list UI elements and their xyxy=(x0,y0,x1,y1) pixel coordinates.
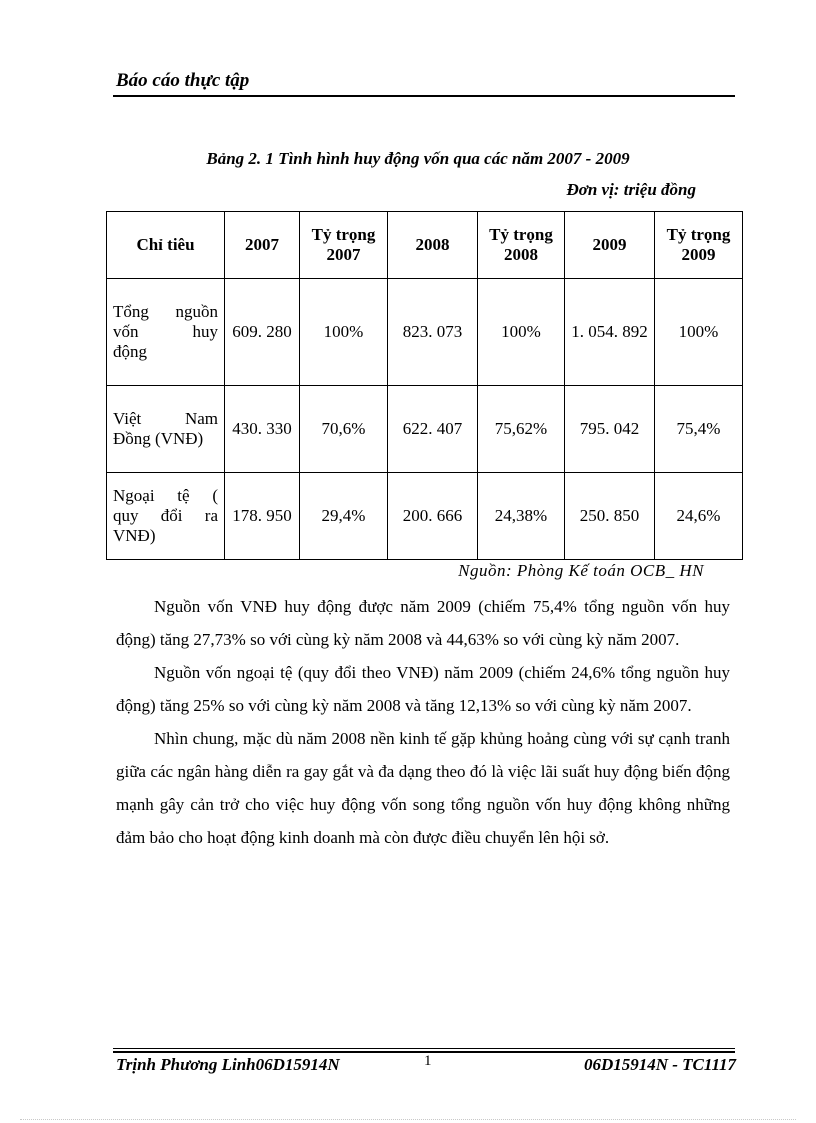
cell-value: 100% xyxy=(300,279,388,386)
header-cell-share-2007: Tỷ trọng 2007 xyxy=(300,212,388,279)
row-label-line: VNĐ) xyxy=(113,526,156,545)
cell-value: 1. 054. 892 xyxy=(565,279,655,386)
capital-mobilization-table xyxy=(106,211,743,560)
cell-value: 75,62% xyxy=(478,386,565,473)
cell-value: 200. 666 xyxy=(388,473,478,560)
cell-value: 430. 330 xyxy=(225,386,300,473)
header-cell-2008: 2008 xyxy=(388,212,478,279)
footer-rule xyxy=(113,1048,735,1049)
body-text xyxy=(116,590,730,854)
page-number: 1 xyxy=(424,1053,432,1069)
table-row-total xyxy=(107,279,743,386)
cell-value: 75,4% xyxy=(655,386,743,473)
cell-value: 24,38% xyxy=(478,473,565,560)
paragraph: Nguồn vốn VNĐ huy động được năm 2009 (chiếm 75,4% tổng nguồn vốn huy động) tăng 27,73% so với cùng kỳ năm 2008 và 44,63% so với cùng kỳ năm 2007. xyxy=(116,597,730,649)
header-title: Báo cáo thực tập xyxy=(116,70,250,91)
row-label-line: Tổng nguồn xyxy=(113,302,218,321)
paragraph: Nhìn chung, mặc dù năm 2008 nền kinh tế gặp khủng hoảng cùng với sự cạnh tranh giữa các ngân hàng diễn ra gay gắt và đa dạng theo đó là việc lãi suất huy động biến động mạnh gây cản trở cho việc huy động vốn song tổng nguồn vốn huy động không những đảm bảo cho hoạt động kinh doanh mà còn được điều chuyển lên hội sở. xyxy=(116,729,730,847)
cell-value: 100% xyxy=(655,279,743,386)
row-label-line: động xyxy=(113,342,147,361)
cell-value: 100% xyxy=(478,279,565,386)
header-cell-share-2009: Tỷ trọng 2009 xyxy=(655,212,743,279)
table-source: Nguồn: Phòng Kế toán OCB_ HN xyxy=(458,561,704,580)
row-label-line: Đồng (VNĐ) xyxy=(113,429,204,448)
header-cell-2009: 2009 xyxy=(565,212,655,279)
cell-value: 29,4% xyxy=(300,473,388,560)
table-caption: Bảng 2. 1 Tình hình huy động vốn qua các năm 2007 - 2009 xyxy=(206,149,630,168)
row-label xyxy=(107,473,225,560)
header-cell-2007: 2007 xyxy=(225,212,300,279)
footer-author: Trịnh Phương Linh06D15914N xyxy=(116,1055,340,1074)
header-cell-indicator: Chỉ tiêu xyxy=(107,212,225,279)
cell-value: 24,6% xyxy=(655,473,743,560)
row-label-line: Việt Nam xyxy=(113,409,218,428)
cell-value: 178. 950 xyxy=(225,473,300,560)
header-cell-share-2008: Tỷ trọng 2008 xyxy=(478,212,565,279)
header-rule xyxy=(113,95,735,97)
page-bottom-border xyxy=(20,1119,796,1120)
cell-value: 250. 850 xyxy=(565,473,655,560)
paragraph: Nguồn vốn ngoại tệ (quy đổi theo VNĐ) năm 2009 (chiếm 24,6% tổng nguồn huy động) tăng 25% so với cùng kỳ năm 2008 và tăng 12,13% so với cùng kỳ năm 2007. xyxy=(116,663,730,715)
cell-value: 70,6% xyxy=(300,386,388,473)
cell-value: 823. 073 xyxy=(388,279,478,386)
row-label xyxy=(107,386,225,473)
row-label-line: vốn huy xyxy=(113,322,218,341)
table-row-vnd xyxy=(107,386,743,473)
cell-value: 795. 042 xyxy=(565,386,655,473)
cell-value: 609. 280 xyxy=(225,279,300,386)
row-label-line: quy đổi ra xyxy=(113,506,218,525)
footer-class-code: 06D15914N - TC1117 xyxy=(583,1055,736,1074)
table-row-foreign-currency xyxy=(107,473,743,560)
cell-value: 622. 407 xyxy=(388,386,478,473)
row-label-line: Ngoại tệ ( xyxy=(113,486,218,505)
table-unit: Đơn vị: triệu đồng xyxy=(566,180,696,199)
row-label xyxy=(107,279,225,386)
table-header-row xyxy=(107,212,743,279)
